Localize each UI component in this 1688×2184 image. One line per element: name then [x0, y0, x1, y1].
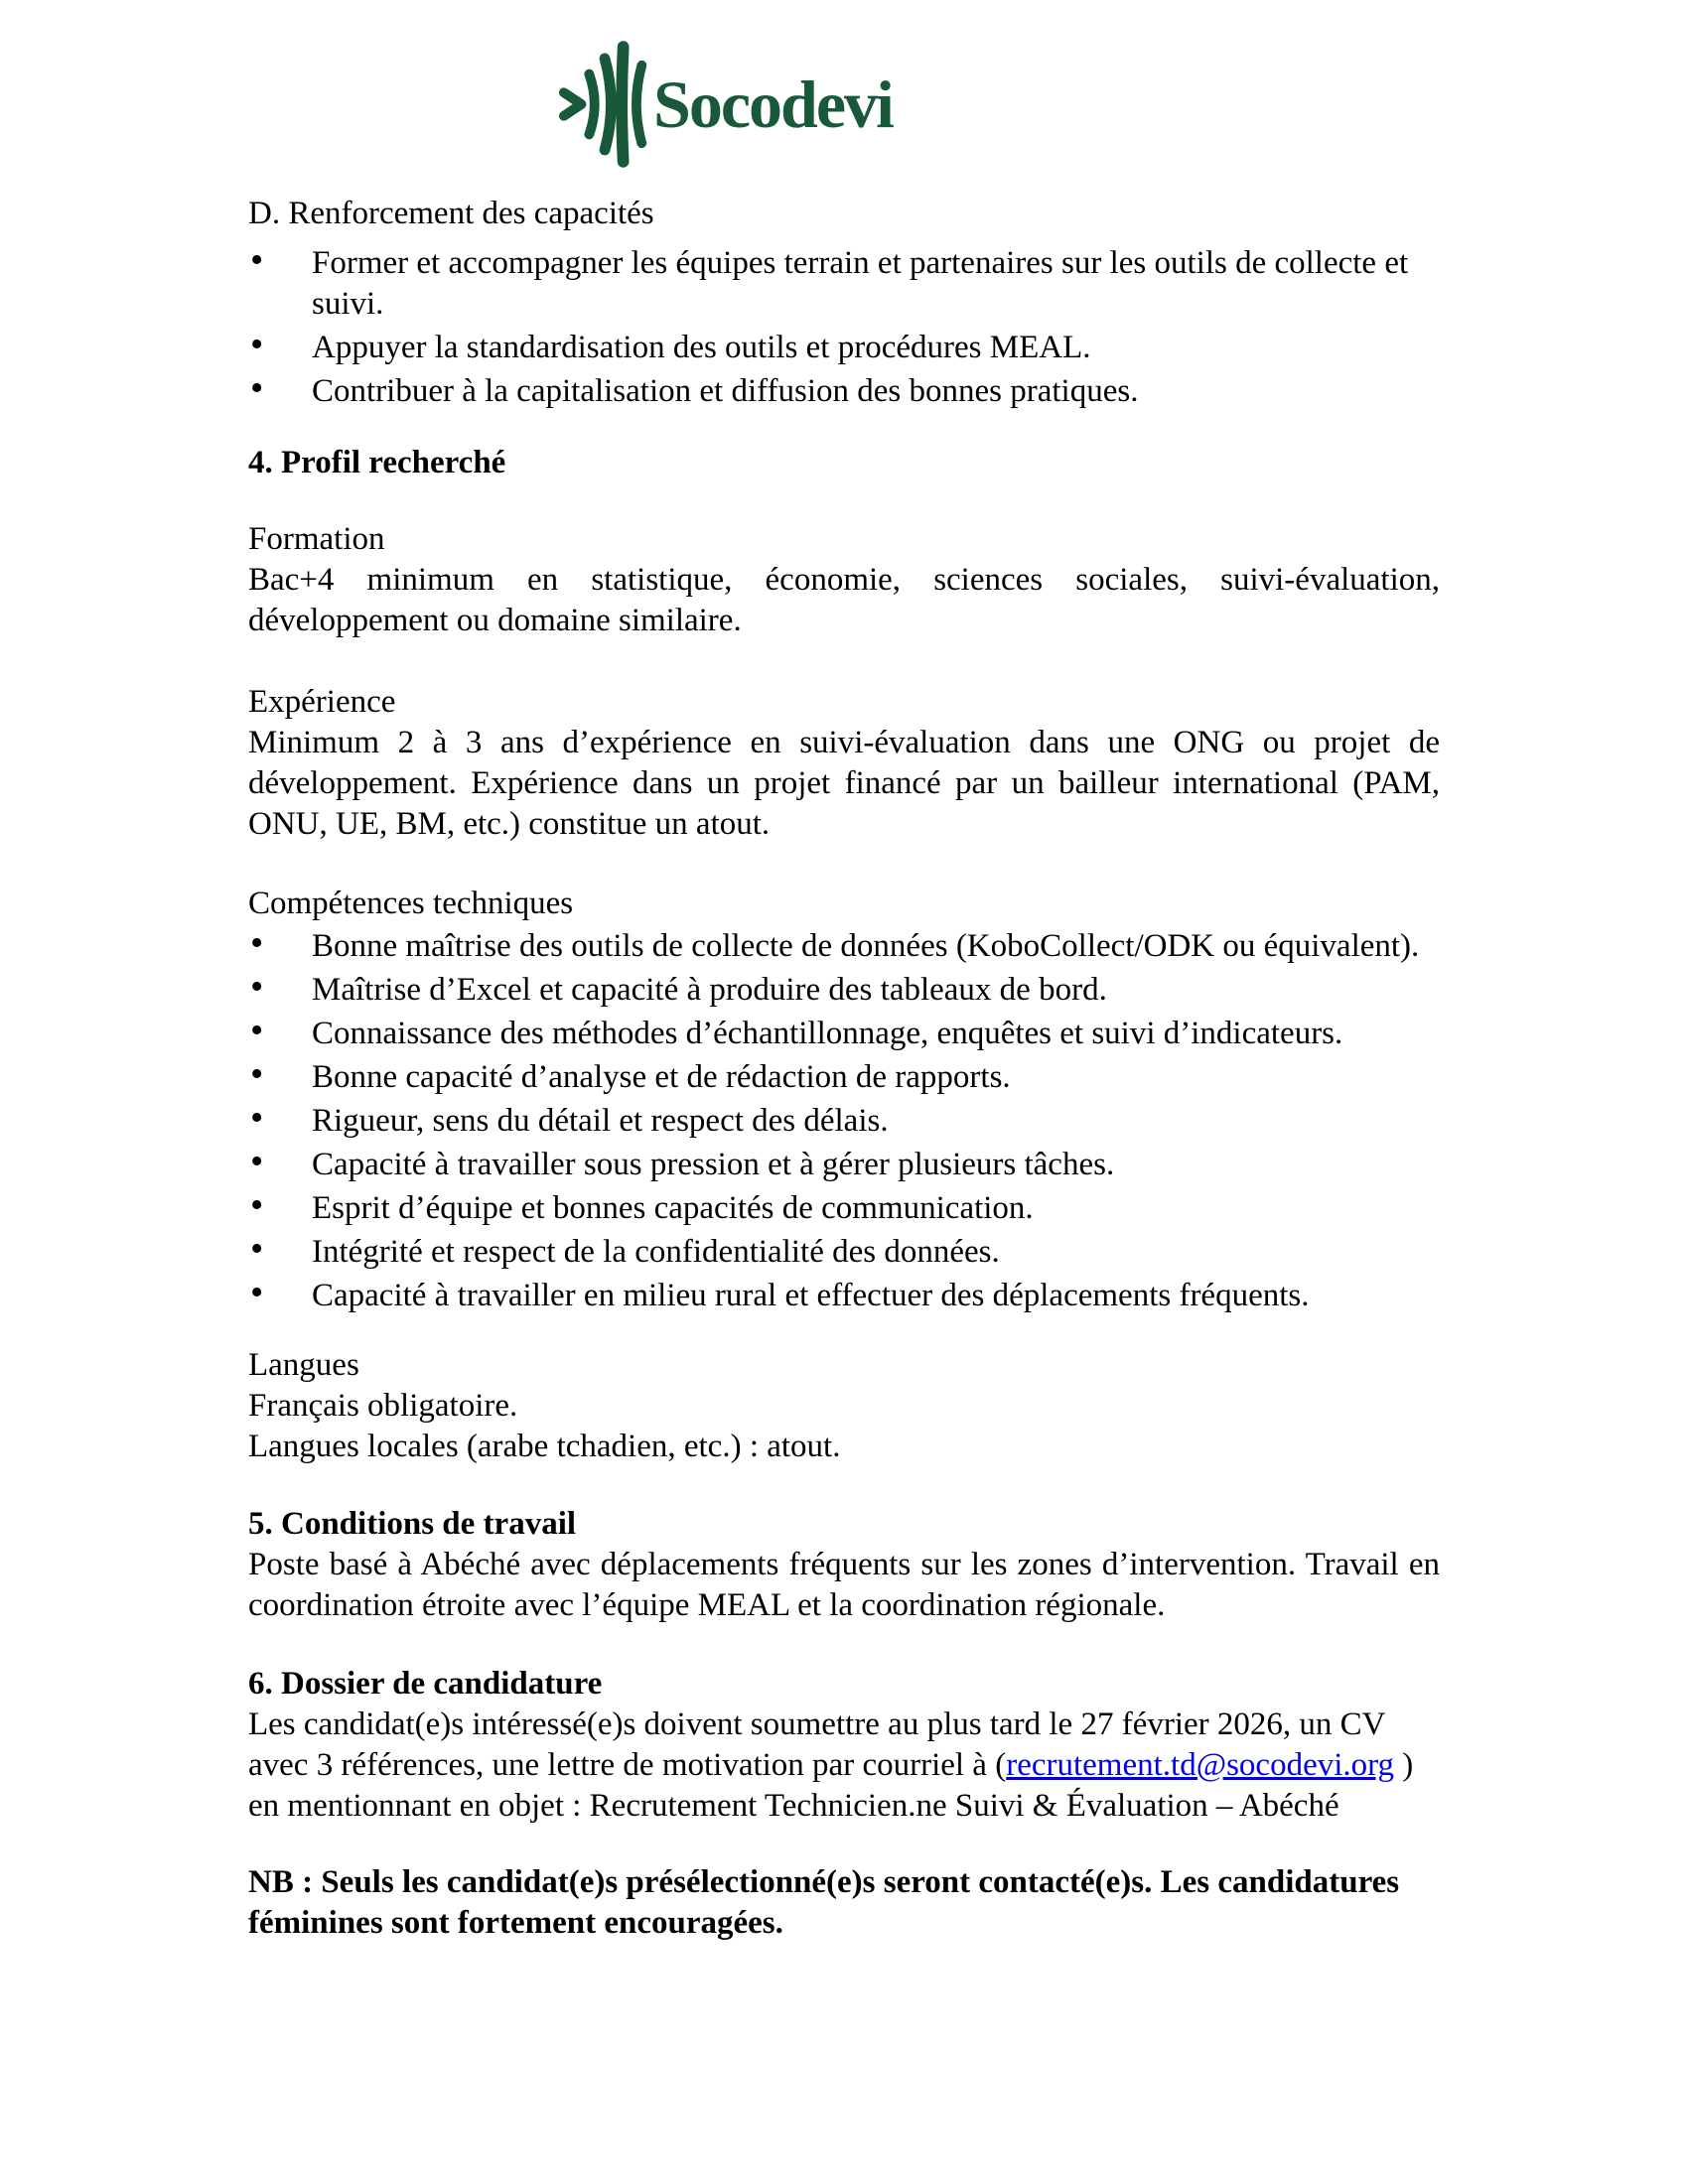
section-4-heading: 4. Profil recherché	[248, 445, 506, 480]
langues-line-1: Français obligatoire.	[248, 1388, 518, 1424]
dossier-text-before-link: Les candidat(e)s intéressé(e)s doivent soumettre au plus tard le 27 février 2026, un CV avec 3 références, une lettre de motivation par courriel à (	[248, 1706, 1385, 1783]
section-6-heading: 6. Dossier de candidature	[248, 1666, 603, 1702]
list-item: • Bonne maîtrise des outils de collecte de données (KoboCollect/ODK ou équivalent).	[248, 926, 1440, 967]
langues-line-2: Langues locales (arabe tchadien, etc.) : atout.	[248, 1429, 841, 1464]
list-item: • Capacité à travailler en milieu rural et effectuer des déplacements fréquents.	[248, 1276, 1440, 1316]
competences-label: Compétences techniques	[248, 886, 574, 921]
document-body	[248, 0, 1440, 1944]
list-item: • Former et accompagner les équipes terrain et partenaires sur les outils de collecte et suivi.	[248, 243, 1440, 325]
list-item: • Maîtrise d’Excel et capacité à produire des tableaux de bord.	[248, 970, 1440, 1011]
list-item: • Intégrité et respect de la confidentialité des données.	[248, 1232, 1440, 1273]
list-item: • Connaissance des méthodes d’échantillonnage, enquêtes et suivi d’indicateurs.	[248, 1014, 1440, 1054]
experience-label: Expérience	[248, 684, 396, 720]
list-item: • Rigueur, sens du détail et respect des délais.	[248, 1101, 1440, 1142]
conditions-paragraph: Poste basé à Abéché avec déplacements fréquents sur les zones d’intervention. Travail en coordination étroite avec l’équipe MEAL et la coordination régionale.	[248, 1547, 1440, 1623]
nb-note: NB : Seuls les candidat(e)s présélectionné(e)s seront contacté(e)s. Les candidatures féminines sont fortement encouragées.	[248, 1864, 1400, 1941]
experience-paragraph: Minimum 2 à 3 ans d’expérience en suivi-évaluation dans une ONG ou projet de développement. Expérience dans un projet financé par un bailleur international (PAM, ONU, UE, BM, etc.) constitue un atout.	[248, 725, 1440, 842]
formation-paragraph: Bac+4 minimum en statistique, économie, sciences sociales, suivi-évaluation, développement ou domaine similaire.	[248, 562, 1440, 638]
list-item: • Esprit d’équipe et bonnes capacités de communication.	[248, 1188, 1440, 1229]
section-d-bullet-list	[248, 243, 1440, 412]
competences-bullet-list	[248, 926, 1440, 1316]
section-5-heading: 5. Conditions de travail	[248, 1506, 577, 1542]
section-d-heading: D. Renforcement des capacités	[248, 196, 654, 231]
dossier-text-after-link: ) en mentionnant en objet : Recrutement Technicien.ne Suivi & Évaluation – Abéché	[248, 1747, 1414, 1824]
langues-label: Langues	[248, 1347, 359, 1383]
dossier-paragraph	[248, 1705, 1440, 1827]
list-item: • Contribuer à la capitalisation et diffusion des bonnes pratiques.	[248, 371, 1440, 412]
list-item: • Bonne capacité d’analyse et de rédaction de rapports.	[248, 1057, 1440, 1098]
list-item: • Appuyer la standardisation des outils et procédures MEAL.	[248, 328, 1440, 368]
formation-label: Formation	[248, 521, 385, 557]
list-item: • Capacité à travailler sous pression et à gérer plusieurs tâches.	[248, 1145, 1440, 1185]
email-link[interactable]: recrutement.td@socodevi.org	[1006, 1747, 1395, 1783]
logo-wordmark: Socodevi	[653, 67, 893, 142]
